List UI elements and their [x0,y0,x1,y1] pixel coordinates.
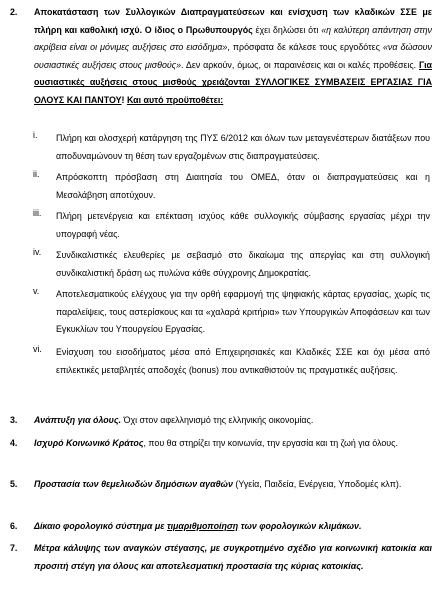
point-rest: , που θα στηρίζει την κοινωνία, την εργασία και τη ζωή για όλους. [143,438,398,448]
subitem-number: iv. [33,247,42,257]
point-number: 7. [10,543,18,553]
point-text [34,435,432,453]
point-heading-end: των φορολογικών κλιμάκων. [238,521,362,531]
point-text [34,412,432,430]
subitem-text: Πλήρη και ολοσχερή κατάργηση της ΠΥΣ 6/2012 και όλων των μεταγενέστερων διατάξεων που αποδυναμώνουν τη θέση των εργαζομένων στις διαπραγματεύσεις. [56,133,430,161]
item-2-underlined-demand: Για ουσιαστικές αυξήσεις στους μισθούς χρειάζονται ΣΥΛΛΟΓΙΚΕΣ ΣΥΜΒΑΣΕΙΣ ΕΡΓΑΣΙΑΣ ΓΙΑ ΟΛΟΥΣ ΚΑΙ ΠΑΝΤΟΥ [34,59,432,105]
subitem-number: i. [33,130,38,140]
item-2-paragraph [34,4,432,110]
item-2-quote-2: «να δώσουν ουσιαστικές αυξήσεις στους μισθούς» [34,42,432,70]
item-2-lead: Αποκατάσταση των Συλλογικών Διαπραγματεύσεων και ενίσχυση των κλαδικών ΣΣΕ με πλήρη και καθολική ισχύ. Ο ίδιος ο Πρωθυπουργός [34,7,432,35]
item-2-text-b: , πρόσφατα δε κάλεσε τους εργοδότες [227,42,383,53]
point-number: 5. [10,479,18,489]
item-2-prerequisites: Και αυτό προϋποθέτει: [126,94,224,105]
subitem-number: vi. [33,344,42,354]
subitem-number: ii. [33,169,40,179]
point-underlined: τιμαριθμοποίηση [166,521,239,531]
item-2-quote-1: «η καλύτερη απάντηση στην ακρίβεια είναι οι μόνιμες αυξήσεις στο εισόδημα» [34,24,432,53]
point-rest: Όχι στον αφελληνισμό της ελληνικής οικονομίας. [121,415,314,425]
point-text [34,518,432,536]
subitem-text: Απρόσκοπτη πρόσβαση στη Διαιτησία του ΟΜΕΔ, όταν οι διαπραγματεύσεις και η Μεσολάβηση αποτύχουν. [56,172,430,200]
subitem-text: Ενίσχυση του εισοδήματος μέσα από Επιχειρησιακές και Κλαδικές ΣΣΕ και όχι μέσα από επιλεκτικές μεταβλητές αποδοχές (bonus) που αντικαθιστούν τις πραγματικές αυξήσεις. [56,347,430,375]
item-2-text-c: . Δεν αρκούν, όμως, οι παραινέσεις και οι καλές προθέσεις. [181,59,420,70]
subitem-number: iii. [33,208,42,218]
item-2-exclaim: ! [121,94,127,105]
item-number-2: 2. [10,7,18,17]
point-heading: Ισχυρό Κοινωνικό Κράτος [34,438,144,448]
point-heading: Μέτρα κάλυψης των αναγκών στέγασης, με συγκροτημένο σχέδιο για κοινωνική κατοικία και προσιτή στέγη για όλους και αποτελεσματική προστασία της κύριας κατοικίας. [34,543,432,571]
subitem-number: v. [33,286,40,296]
point-number: 3. [10,415,18,425]
point-number: 4. [10,438,18,448]
item-2-text-a: έχει δηλώσει ότι [252,24,322,35]
subitem-text: Αποτελεσματικούς ελέγχους για την ορθή εφαρμογή της ψηφιακής κάρτας εργασίας, χωρίς τις παραλείψεις, τους αστερίσκους και τα «χαλαρά κριτήρια» των Υπουργικών Αποφάσεων και των Εγκυκλίων του Υπουργείου Εργασίας. [56,289,430,335]
point-heading: Ανάπτυξη για όλους. [34,415,122,425]
point-text [34,476,432,494]
point-heading: Προστασία των θεμελιωδών δημόσιων αγαθών [34,479,233,489]
subitem-text: Πλήρη μετενέργεια και επέκταση ισχύος κάθε συλλογικής σύμβασης εργασίας μέχρι την υπογραφή νέας. [56,211,430,239]
point-rest: (Υγεία, Παιδεία, Ενέργεια, Υποδομές κλπ). [232,479,402,489]
point-text [34,540,432,575]
point-number: 6. [10,521,18,531]
subitem-text: Συνδικαλιστικές ελευθερίες με σεβασμό στο δικαίωμα της απεργίας και στη συλλογική συνδικαλιστική δράση ως πυλώνα κάθε σύγχρονης Δημοκρατίας. [56,250,430,278]
point-heading: Δίκαιο φορολογικό σύστημα με [34,521,167,531]
